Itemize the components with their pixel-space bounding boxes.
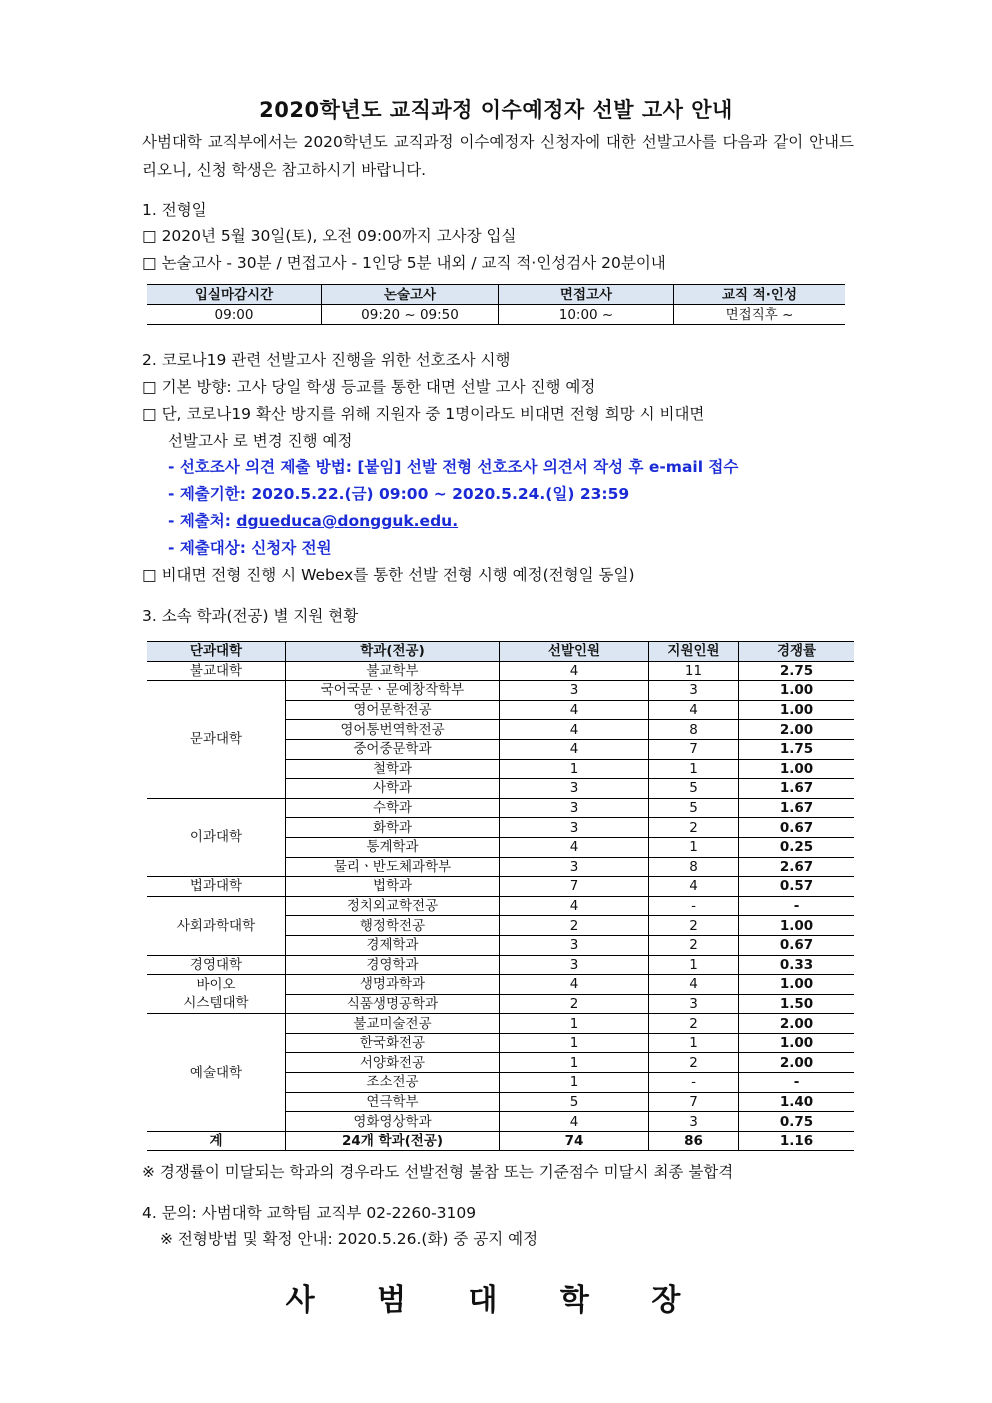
- schedule-cell: 면접직후 ~: [674, 305, 846, 325]
- total-rate-cell: 1.16: [739, 1131, 855, 1151]
- dept-header-cell: 단과대학: [147, 642, 286, 662]
- college-cell: 이과대학: [147, 798, 286, 876]
- applicants-cell: 8: [649, 857, 739, 877]
- department-cell: 불교학부: [286, 661, 500, 681]
- rate-cell: -: [739, 896, 855, 916]
- submission-method: - 선호조사 의견 제출 방법: [붙임] 선발 전형 선호조사 의견서 작성 후 e-mail 접수: [168, 458, 739, 476]
- quota-cell: 5: [500, 1092, 649, 1112]
- total-row: [147, 1131, 854, 1151]
- rate-cell: 1.67: [739, 779, 855, 799]
- department-cell: 물리ㆍ반도체과학부: [286, 857, 500, 877]
- department-cell: 화학과: [286, 818, 500, 838]
- target-value: 신청자 전원: [251, 539, 332, 557]
- recipient-email-link[interactable]: dgueduca@dongguk.edu.: [236, 512, 459, 530]
- deadline-value: 2020.5.22.(금) 09:00 ~ 2020.5.24.(일) 23:59: [251, 485, 630, 503]
- table-row: [147, 955, 854, 975]
- department-cell: 중어중문학과: [286, 739, 500, 759]
- applicants-cell: 7: [649, 1092, 739, 1112]
- applicants-cell: 11: [649, 661, 739, 681]
- quota-cell: 3: [500, 818, 649, 838]
- quota-cell: 4: [500, 739, 649, 759]
- department-cell: 사학과: [286, 779, 500, 799]
- department-cell: 수학과: [286, 798, 500, 818]
- college-cell: 예술대학: [147, 1014, 286, 1132]
- rate-cell: 0.25: [739, 837, 855, 857]
- section1-item-duration: □ 논술고사 - 30분 / 면접고사 - 1인당 5분 내외 / 교직 적·인성검사 20분이내: [142, 254, 666, 272]
- rate-cell: 1.00: [739, 759, 855, 779]
- college-cell: 바이오 시스템대학: [147, 975, 286, 1014]
- department-cell: 법학과: [286, 877, 500, 897]
- quota-cell: 1: [500, 1053, 649, 1073]
- submission-recipient: [168, 509, 458, 531]
- department-cell: 영어문학전공: [286, 700, 500, 720]
- rate-cell: 0.57: [739, 877, 855, 897]
- department-cell: 조소전공: [286, 1073, 500, 1093]
- schedule-header-cell: 교직 적·인성: [674, 285, 846, 305]
- section3-note: ※ 경쟁률이 미달되는 학과의 경우라도 선발전형 불참 또는 기준점수 미달시 최종 불합격: [142, 1163, 734, 1181]
- rate-cell: 2.00: [739, 720, 855, 740]
- table-row: [147, 798, 854, 818]
- department-cell: 국어국문ㆍ문예창작학부: [286, 681, 500, 701]
- intro-paragraph: 사범대학 교직부에서는 2020학년도 교직과정 이수예정자 신청자에 대한 선발고사를 다음과 같이 안내드리오니, 신청 학생은 참고하시기 바랍니다.: [142, 133, 854, 179]
- quota-cell: 3: [500, 798, 649, 818]
- section2-item-change-line2: 선발고사 로 변경 진행 예정: [168, 432, 353, 450]
- rate-cell: 1.00: [739, 1033, 855, 1053]
- rate-cell: 1.67: [739, 798, 855, 818]
- section4-heading: 4. 문의: 사범대학 교학팀 교직부 02-2260-3109: [142, 1204, 477, 1222]
- department-cell: 서양화전공: [286, 1053, 500, 1073]
- rate-cell: 2.00: [739, 1014, 855, 1034]
- department-cell: 철학과: [286, 759, 500, 779]
- quota-cell: 4: [500, 720, 649, 740]
- quota-cell: 3: [500, 779, 649, 799]
- total-applicants-cell: 86: [649, 1131, 739, 1151]
- department-cell: 식품생명공학과: [286, 994, 500, 1014]
- quota-cell: 1: [500, 1073, 649, 1093]
- applicants-cell: 3: [649, 1112, 739, 1132]
- department-cell: 행정학전공: [286, 916, 500, 936]
- quota-cell: 2: [500, 994, 649, 1014]
- rate-cell: 0.33: [739, 955, 855, 975]
- rate-cell: 2.67: [739, 857, 855, 877]
- applicants-cell: 2: [649, 916, 739, 936]
- rate-cell: 1.00: [739, 975, 855, 995]
- target-label: - 제출대상:: [168, 539, 252, 557]
- applicants-cell: 5: [649, 779, 739, 799]
- rate-cell: 0.75: [739, 1112, 855, 1132]
- rate-cell: 1.40: [739, 1092, 855, 1112]
- section2-item-basic: □ 기본 방향: 고사 당일 학생 등교를 통한 대면 선발 고사 진행 예정: [142, 378, 596, 396]
- applicants-cell: 2: [649, 818, 739, 838]
- department-cell: 연극학부: [286, 1092, 500, 1112]
- department-cell: 경제학과: [286, 935, 500, 955]
- college-cell: 사회과학대학: [147, 896, 286, 955]
- quota-cell: 4: [500, 837, 649, 857]
- department-cell: 영화영상학과: [286, 1112, 500, 1132]
- quota-cell: 1: [500, 1033, 649, 1053]
- rate-cell: 1.00: [739, 700, 855, 720]
- schedule-cell: 10:00 ~: [499, 305, 674, 325]
- recipient-label: - 제출처:: [168, 512, 237, 530]
- quota-cell: 4: [500, 700, 649, 720]
- applicants-cell: 4: [649, 975, 739, 995]
- dept-header-row: [147, 642, 854, 662]
- applicants-cell: 1: [649, 837, 739, 857]
- applicants-cell: 4: [649, 877, 739, 897]
- schedule-table: [147, 284, 845, 325]
- department-cell: 영어통번역학전공: [286, 720, 500, 740]
- total-quota-cell: 74: [500, 1131, 649, 1151]
- applicants-cell: 2: [649, 935, 739, 955]
- quota-cell: 2: [500, 916, 649, 936]
- dept-header-cell: 경쟁률: [739, 642, 855, 662]
- college-cell: 문과대학: [147, 681, 286, 799]
- quota-cell: 4: [500, 661, 649, 681]
- page-title: 2020학년도 교직과정 이수예정자 선발 고사 안내: [259, 98, 733, 122]
- department-cell: 경영학과: [286, 955, 500, 975]
- rate-cell: -: [739, 1073, 855, 1093]
- table-row: [147, 681, 854, 701]
- schedule-cell: 09:00: [147, 305, 322, 325]
- applicants-cell: 1: [649, 759, 739, 779]
- quota-cell: 3: [500, 681, 649, 701]
- quota-cell: 4: [500, 975, 649, 995]
- table-row: [147, 661, 854, 681]
- applicants-cell: 3: [649, 681, 739, 701]
- schedule-header-cell: 논술고사: [322, 285, 499, 305]
- section2-item-change-line1: □ 단, 코로나19 확산 방지를 위해 지원자 중 1명이라도 비대면 전형 희망 시 비대면: [142, 405, 705, 423]
- quota-cell: 7: [500, 877, 649, 897]
- section2-heading: 2. 코로나19 관련 선발고사 진행을 위한 선호조사 시행: [142, 351, 511, 369]
- schedule-cell: 09:20 ~ 09:50: [322, 305, 499, 325]
- total-department-cell: 24개 학과(전공): [286, 1131, 500, 1151]
- section3-heading: 3. 소속 학과(전공) 별 지원 현황: [142, 607, 359, 625]
- schedule-row: [147, 305, 845, 325]
- submission-target: [168, 536, 332, 558]
- rate-cell: 2.75: [739, 661, 855, 681]
- applicants-cell: 5: [649, 798, 739, 818]
- section1-heading: 1. 전형일: [142, 201, 207, 219]
- section4-note: ※ 전형방법 및 확정 안내: 2020.5.26.(화) 중 공지 예정: [160, 1230, 539, 1248]
- department-cell: 통계학과: [286, 837, 500, 857]
- applicants-cell: 1: [649, 955, 739, 975]
- section1-item-date: □ 2020년 5월 30일(토), 오전 09:00까지 고사장 입실: [142, 227, 517, 245]
- schedule-header-row: [147, 285, 845, 305]
- table-row: [147, 975, 854, 995]
- quota-cell: 3: [500, 857, 649, 877]
- rate-cell: 1.00: [739, 916, 855, 936]
- quota-cell: 4: [500, 1112, 649, 1132]
- rate-cell: 1.00: [739, 681, 855, 701]
- college-cell: 불교대학: [147, 661, 286, 681]
- department-applicants-table: [147, 641, 854, 1151]
- applicants-cell: 2: [649, 1053, 739, 1073]
- applicants-cell: 7: [649, 739, 739, 759]
- department-cell: 불교미술전공: [286, 1014, 500, 1034]
- section2-item-webex: □ 비대면 전형 진행 시 Webex를 통한 선발 전형 시행 예정(전형일 동일): [142, 566, 635, 584]
- applicants-cell: -: [649, 1073, 739, 1093]
- submission-deadline: [168, 482, 629, 504]
- department-cell: 생명과학과: [286, 975, 500, 995]
- rate-cell: 1.75: [739, 739, 855, 759]
- college-cell: 법과대학: [147, 877, 286, 897]
- closing-signature: 사 범 대 학 장: [285, 1283, 707, 1318]
- table-row: [147, 896, 854, 916]
- schedule-header-cell: 면접고사: [499, 285, 674, 305]
- dept-header-cell: 학과(전공): [286, 642, 500, 662]
- department-cell: 한국화전공: [286, 1033, 500, 1053]
- quota-cell: 3: [500, 955, 649, 975]
- quota-cell: 3: [500, 935, 649, 955]
- applicants-cell: 1: [649, 1033, 739, 1053]
- applicants-cell: 8: [649, 720, 739, 740]
- rate-cell: 0.67: [739, 818, 855, 838]
- applicants-cell: 2: [649, 1014, 739, 1034]
- college-cell: 경영대학: [147, 955, 286, 975]
- schedule-header-cell: 입실마감시간: [147, 285, 322, 305]
- applicants-cell: -: [649, 896, 739, 916]
- total-label-cell: 계: [147, 1131, 286, 1151]
- rate-cell: 1.50: [739, 994, 855, 1014]
- deadline-label: - 제출기한:: [168, 485, 252, 503]
- quota-cell: 1: [500, 1014, 649, 1034]
- quota-cell: 1: [500, 759, 649, 779]
- quota-cell: 4: [500, 896, 649, 916]
- table-row: [147, 877, 854, 897]
- rate-cell: 0.67: [739, 935, 855, 955]
- rate-cell: 2.00: [739, 1053, 855, 1073]
- table-row: [147, 1014, 854, 1034]
- department-cell: 정치외교학전공: [286, 896, 500, 916]
- applicants-cell: 4: [649, 700, 739, 720]
- dept-header-cell: 선발인원: [500, 642, 649, 662]
- dept-header-cell: 지원인원: [649, 642, 739, 662]
- applicants-cell: 3: [649, 994, 739, 1014]
